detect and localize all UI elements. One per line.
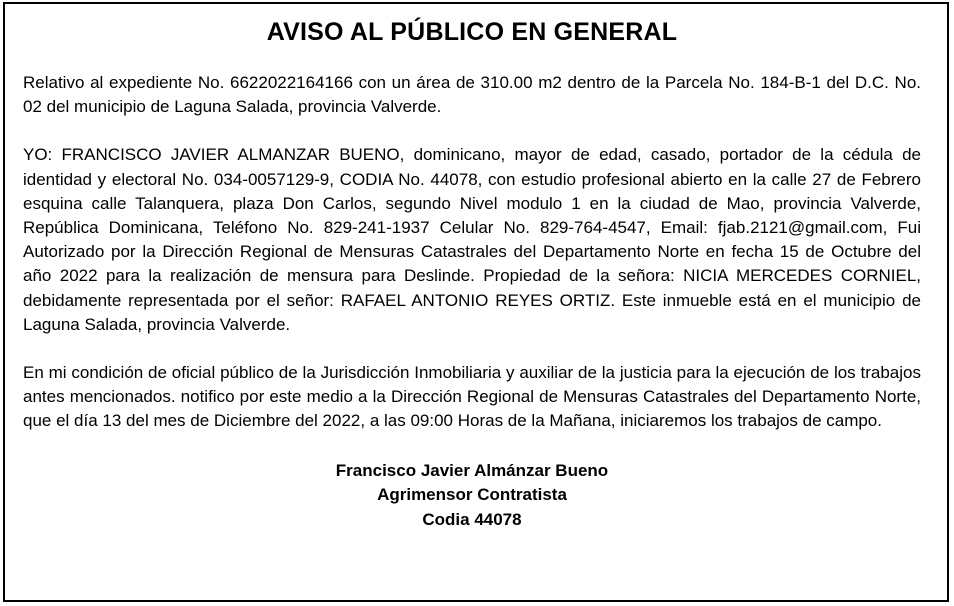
signature-name: Francisco Javier Almánzar Bueno [335, 460, 609, 480]
signature-codia: Codia 44078 [422, 509, 522, 529]
signature-block [23, 459, 921, 533]
signature-role: Agrimensor Contratista [377, 485, 567, 505]
paragraph-work-notification: En mi condición de oficial público de la Jurisdicción Inmobiliaria y auxiliar de la justicia para la ejecución de los trabajos antes mencionados. notifico por este medio a la Dirección Regional de Mensuras Catastrales del Departamento Norte, que el día 13 del mes de Diciembre del 2022, a las 09:00 Horas de la Mañana, iniciaremos los trabajos de campo. [23, 363, 921, 431]
public-notice [3, 2, 949, 602]
paragraph-surveyor-declaration: YO: FRANCISCO JAVIER ALMANZAR BUENO, dominicano, mayor de edad, casado, portador de la cédula de identidad y electoral No. 034-0057129-9, CODIA No. 44078, con estudio profesional abierto en la calle 27 de Febrero esquina calle Talanquera, plaza Don Carlos, segundo Nivel modulo 1 en la ciudad de Mao, provincia Valverde, República Dominicana, Teléfono No. 829-241-1937 Celular No. 829-764-4547, Email: fjab.2121@gmail.com, Fui Autorizado por la Dirección Regional de Mensuras Catastrales del Departamento Norte en fecha 15 de Octubre del año 2022 para la realización de mensura para Deslinde. Propiedad de la señora: NICIA MERCEDES CORNIEL, debidamente representada por el señor: RAFAEL ANTONIO REYES ORTIZ. Este inmueble está en el municipio de Laguna Salada, provincia Valverde. [23, 145, 921, 334]
notice-title: AVISO AL PÚBLICO EN GENERAL [266, 18, 678, 46]
paragraph-file-reference: Relativo al expediente No. 6622022164166 con un área de 310.00 m2 dentro de la Parcela No. 184-B-1 del D.C. No. 02 del municipio de Laguna Salada, provincia Valverde. [23, 73, 921, 117]
